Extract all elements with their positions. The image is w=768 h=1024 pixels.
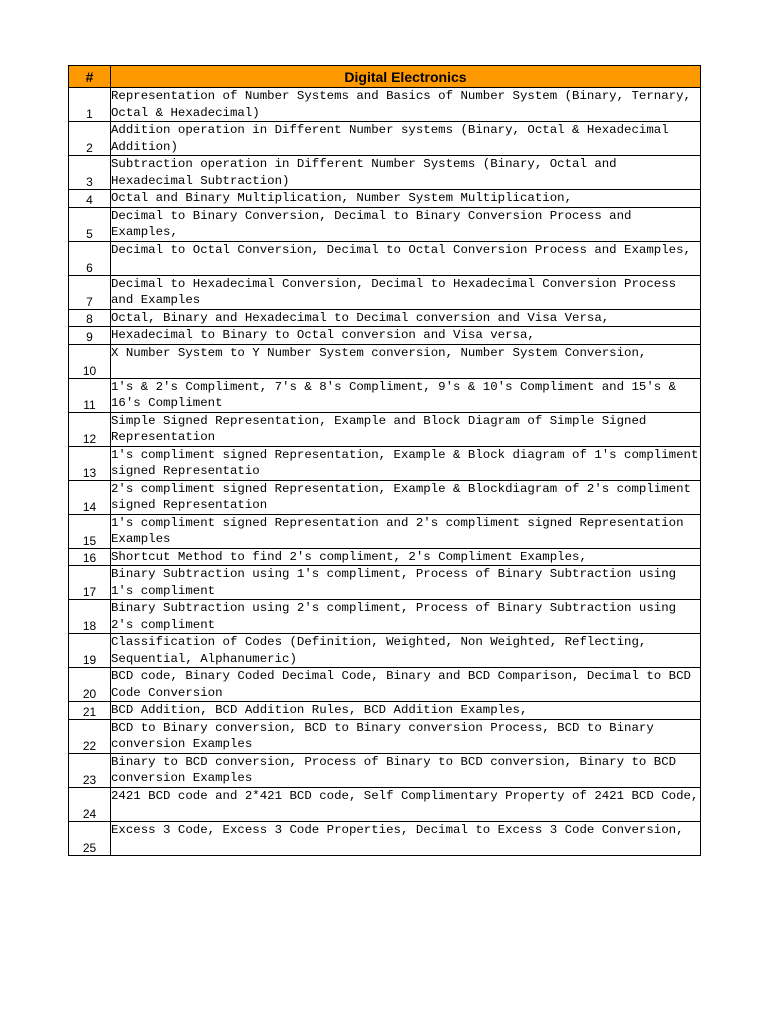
- row-number: 15: [69, 514, 111, 548]
- row-number: 2: [69, 122, 111, 156]
- row-number: 7: [69, 275, 111, 309]
- row-topic: Simple Signed Representation, Example and Block Diagram of Simple Signed Representation: [111, 412, 701, 446]
- table-row: [69, 480, 701, 514]
- table-row: [69, 156, 701, 190]
- row-topic: 1's compliment signed Representation and 2's compliment signed Representation Examples: [111, 514, 701, 548]
- table-row: [69, 344, 701, 378]
- row-number: 4: [69, 190, 111, 208]
- row-topic: 2's compliment signed Representation, Example & Blockdiagram of 2's compliment signed Representation: [111, 480, 701, 514]
- table-row: [69, 275, 701, 309]
- row-topic: X Number System to Y Number System conversion, Number System Conversion,: [111, 344, 701, 378]
- row-topic: Excess 3 Code, Excess 3 Code Properties, Decimal to Excess 3 Code Conversion,: [111, 821, 701, 855]
- row-topic: Decimal to Hexadecimal Conversion, Decimal to Hexadecimal Conversion Process and Examples: [111, 275, 701, 309]
- table-row: [69, 821, 701, 855]
- table-row: [69, 548, 701, 566]
- table-row: [69, 378, 701, 412]
- row-number: 19: [69, 634, 111, 668]
- row-topic: 1's compliment signed Representation, Example & Block diagram of 1's compliment signed Representatio: [111, 446, 701, 480]
- row-topic: BCD to Binary conversion, BCD to Binary conversion Process, BCD to Binary conversion Examples: [111, 719, 701, 753]
- row-topic: Shortcut Method to find 2's compliment, 2's Compliment Examples,: [111, 548, 701, 566]
- table-row: [69, 753, 701, 787]
- row-topic: Decimal to Binary Conversion, Decimal to Binary Conversion Process and Examples,: [111, 207, 701, 241]
- row-number: 1: [69, 88, 111, 122]
- subject-title-header: Digital Electronics: [111, 66, 701, 88]
- row-topic: BCD code, Binary Coded Decimal Code, Binary and BCD Comparison, Decimal to BCD Code Conversion: [111, 668, 701, 702]
- table-row: [69, 600, 701, 634]
- row-number: 10: [69, 344, 111, 378]
- table-row: [69, 327, 701, 345]
- row-topic: 1's & 2's Compliment, 7's & 8's Compliment, 9's & 10's Compliment and 15's & 16's Compliment: [111, 378, 701, 412]
- table-row: [69, 634, 701, 668]
- table-row: [69, 702, 701, 720]
- row-number: 16: [69, 548, 111, 566]
- table-row: [69, 719, 701, 753]
- row-number: 9: [69, 327, 111, 345]
- row-number: 8: [69, 309, 111, 327]
- row-number: 24: [69, 787, 111, 821]
- row-number: 25: [69, 821, 111, 855]
- row-number: 17: [69, 566, 111, 600]
- table-row: [69, 309, 701, 327]
- table-row: [69, 122, 701, 156]
- table-body: [69, 88, 701, 856]
- table-row: [69, 190, 701, 208]
- row-topic: Classification of Codes (Definition, Weighted, Non Weighted, Reflecting, Sequential, Alphanumeric): [111, 634, 701, 668]
- table-row: [69, 88, 701, 122]
- table-row: [69, 566, 701, 600]
- row-topic: Hexadecimal to Binary to Octal conversion and Visa versa,: [111, 327, 701, 345]
- table-header: [69, 66, 701, 88]
- row-number: 6: [69, 241, 111, 275]
- table-row: [69, 412, 701, 446]
- table-row: [69, 787, 701, 821]
- row-topic: BCD Addition, BCD Addition Rules, BCD Addition Examples,: [111, 702, 701, 720]
- row-topic: Subtraction operation in Different Number Systems (Binary, Octal and Hexadecimal Subtraction): [111, 156, 701, 190]
- row-number: 22: [69, 719, 111, 753]
- table-row: [69, 241, 701, 275]
- row-topic: Octal, Binary and Hexadecimal to Decimal conversion and Visa Versa,: [111, 309, 701, 327]
- row-number: 20: [69, 668, 111, 702]
- row-topic: Octal and Binary Multiplication, Number System Multiplication,: [111, 190, 701, 208]
- header-row: [69, 66, 701, 88]
- row-number: 5: [69, 207, 111, 241]
- number-column-header: #: [69, 66, 111, 88]
- row-number: 18: [69, 600, 111, 634]
- row-number: 12: [69, 412, 111, 446]
- row-number: 23: [69, 753, 111, 787]
- row-topic: Binary Subtraction using 1's compliment, Process of Binary Subtraction using 1's compliment: [111, 566, 701, 600]
- table-row: [69, 668, 701, 702]
- row-topic: 2421 BCD code and 2*421 BCD code, Self Complimentary Property of 2421 BCD Code,: [111, 787, 701, 821]
- row-number: 13: [69, 446, 111, 480]
- table-row: [69, 207, 701, 241]
- row-topic: Representation of Number Systems and Basics of Number System (Binary, Ternary, Octal & Hexadecimal): [111, 88, 701, 122]
- row-number: 14: [69, 480, 111, 514]
- row-topic: Binary to BCD conversion, Process of Binary to BCD conversion, Binary to BCD conversion Examples: [111, 753, 701, 787]
- table-row: [69, 446, 701, 480]
- row-topic: Decimal to Octal Conversion, Decimal to Octal Conversion Process and Examples,: [111, 241, 701, 275]
- table-row: [69, 514, 701, 548]
- row-topic: Addition operation in Different Number systems (Binary, Octal & Hexadecimal Addition): [111, 122, 701, 156]
- topics-table: [68, 65, 701, 856]
- row-number: 21: [69, 702, 111, 720]
- row-number: 3: [69, 156, 111, 190]
- row-number: 11: [69, 378, 111, 412]
- row-topic: Binary Subtraction using 2's compliment, Process of Binary Subtraction using 2's compliment: [111, 600, 701, 634]
